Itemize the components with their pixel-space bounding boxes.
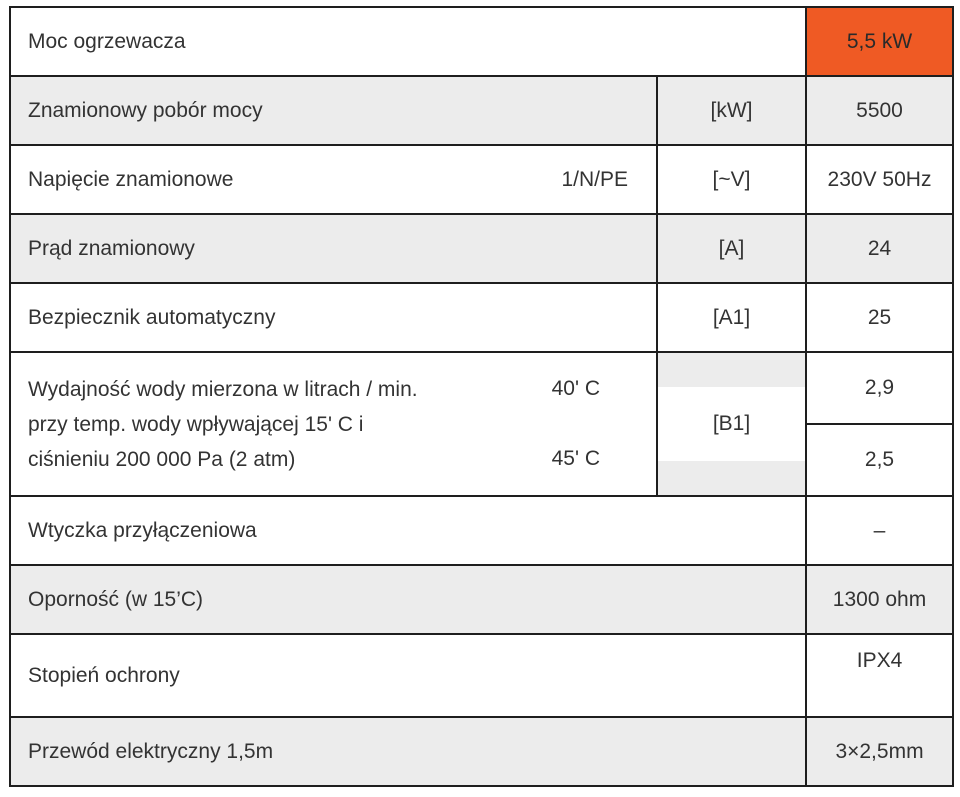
row-label-line: Wydajność wody mierzona w litrach / min.: [28, 377, 418, 401]
row-label: Napięcie znamionowe: [28, 167, 234, 191]
row-unit: [B1]: [658, 387, 805, 461]
row-unit: [A1]: [657, 283, 806, 352]
row-value-cell: [806, 352, 953, 496]
table-row: [10, 214, 953, 283]
row-label: Bezpiecznik automatyczny: [10, 283, 657, 352]
row-value: 1300 ohm: [806, 565, 953, 634]
row-unit-cell: [657, 352, 806, 496]
row-qualifier: 1/N/PE: [561, 167, 628, 191]
table-row: [10, 145, 953, 214]
row-value: 24: [806, 214, 953, 283]
row-unit: [A]: [657, 214, 806, 283]
row-label-cell: [10, 352, 657, 496]
row-value: 5500: [806, 76, 953, 145]
row-value-highlight: 5,5 kW: [806, 7, 953, 76]
spec-table: [9, 6, 954, 787]
row-label: Znamionowy pobór mocy: [10, 76, 657, 145]
table-row: [10, 283, 953, 352]
table-row: [10, 565, 953, 634]
row-value: 2,9: [807, 353, 952, 425]
row-label-cell: [10, 145, 657, 214]
row-unit: [kW]: [657, 76, 806, 145]
temp-label: 40' C: [551, 377, 600, 400]
table-row: [10, 634, 953, 717]
row-label: Moc ogrzewacza: [10, 7, 806, 76]
row-value: IPX4: [806, 634, 953, 717]
row-value: 230V 50Hz: [806, 145, 953, 214]
row-label: Wtyczka przyłączeniowa: [10, 496, 806, 565]
row-value: 2,5: [864, 448, 895, 471]
row-value: 3×2,5mm: [806, 717, 953, 786]
row-value: 25: [806, 283, 953, 352]
row-label-line: przy temp. wody wpływającej 15' C i: [28, 412, 364, 436]
row-label: Przewód elektryczny 1,5m: [10, 717, 806, 786]
row-label-line: ciśnieniu 200 000 Pa (2 atm): [28, 447, 296, 471]
row-label: Prąd znamionowy: [10, 214, 657, 283]
row-label: Stopień ochrony: [10, 634, 806, 717]
row-unit: [~V]: [657, 145, 806, 214]
table-row: [10, 717, 953, 786]
row-value: –: [806, 496, 953, 565]
table-row: [10, 7, 953, 76]
table-row: [10, 76, 953, 145]
row-label: Oporność (w 15’C): [10, 565, 806, 634]
temp-label: 45' C: [551, 447, 600, 470]
table-row-water-output: [10, 352, 953, 496]
table-row: [10, 496, 953, 565]
